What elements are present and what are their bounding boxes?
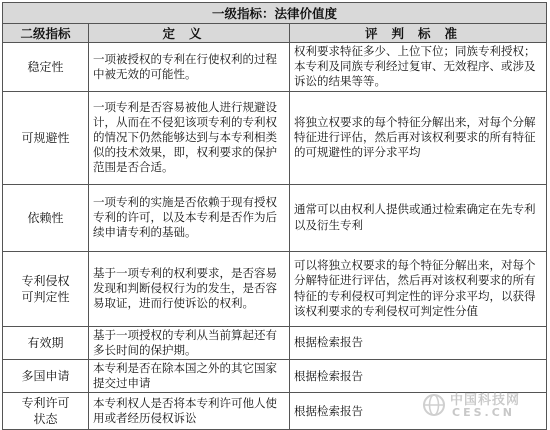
watermark-chinese: 中国科技网 <box>450 393 521 408</box>
indicator-criteria: 将独立权要求的每个特征分解出来，对每个分解特征进行评估，然后再对该权利要求的所有特征的可规避性的评分求平均 <box>290 91 547 184</box>
indicator-definition: 一项专利是否容易被他人进行规避设计，从而在不侵犯该项专利的专利权的情况下仍然能够达到与本专利相类似的技术效果，即，权利要求的保护范围是否合适。 <box>89 91 290 184</box>
legal-value-table <box>2 2 547 430</box>
indicator-criteria: 可以将独立权要求的每个特征分解出来，对每个分解特征进行评估，然后再对该权利要求的所有特征的专利侵权可判定性的评分求平均，以获得该权利要求的专利侵权可判定性分值 <box>290 251 547 326</box>
indicator-definition: 本专利是否在除本国之外的其它国家提交过申请 <box>89 360 290 393</box>
table-row <box>3 184 547 251</box>
indicator-criteria: 通常可以由权利人提供或通过检索确定在先专利以及衍生专利 <box>290 184 547 251</box>
indicator-name: 可规避性 <box>3 91 89 184</box>
indicator-definition: 本专利权人是否将本专利许可他人使用或者经历侵权诉讼 <box>89 393 290 430</box>
indicator-definition: 基于一项专利的权利要求，是否容易发现和判断侵权行为的发生，是否容易取证，进而行使诉讼的权利。 <box>89 251 290 326</box>
header-criteria: 评判标准 <box>290 24 547 43</box>
table-row <box>3 91 547 184</box>
indicator-criteria: 根据检索报告 <box>290 326 547 359</box>
indicator-name: 有效期 <box>3 326 89 359</box>
table-row <box>3 43 547 92</box>
table-row <box>3 251 547 326</box>
header-secondary-indicator: 二级指标 <box>3 24 89 43</box>
indicator-name: 稳定性 <box>3 43 89 92</box>
globe-logo-icon <box>422 393 446 417</box>
indicator-name: 多国申请 <box>3 360 89 393</box>
table-row <box>3 326 547 359</box>
header-row <box>3 24 547 43</box>
indicator-name: 专利侵权 可判定性 <box>3 251 89 326</box>
table-title-row <box>3 3 547 24</box>
indicator-criteria: 根据检索报告 <box>290 393 547 430</box>
indicator-criteria: 根据检索报告 <box>290 360 547 393</box>
indicator-criteria: 权利要求特征多少、上位下位；同族专利授权；本专利及同族专利经过复审、无效程序、或涉及诉讼的结果等等。 <box>290 43 547 92</box>
watermark-english: CES.CN <box>452 406 515 419</box>
indicator-table-wrapper <box>2 2 546 430</box>
indicator-definition: 一项专利的实施是否依赖于现有授权专利的许可，以及本专利是否作为后续申请专利的基础。 <box>89 184 290 251</box>
indicator-definition: 基于一项授权的专利从当前算起还有多长时间的保护期。 <box>89 326 290 359</box>
site-watermark <box>422 387 542 423</box>
indicator-name: 依赖性 <box>3 184 89 251</box>
header-definition: 定义 <box>89 24 290 43</box>
indicator-definition: 一项被授权的专利在行使权利的过程中被无效的可能性。 <box>89 43 290 92</box>
indicator-name: 专利许可 状态 <box>3 393 89 430</box>
table-title: 一级指标：法律价值度 <box>3 3 547 24</box>
